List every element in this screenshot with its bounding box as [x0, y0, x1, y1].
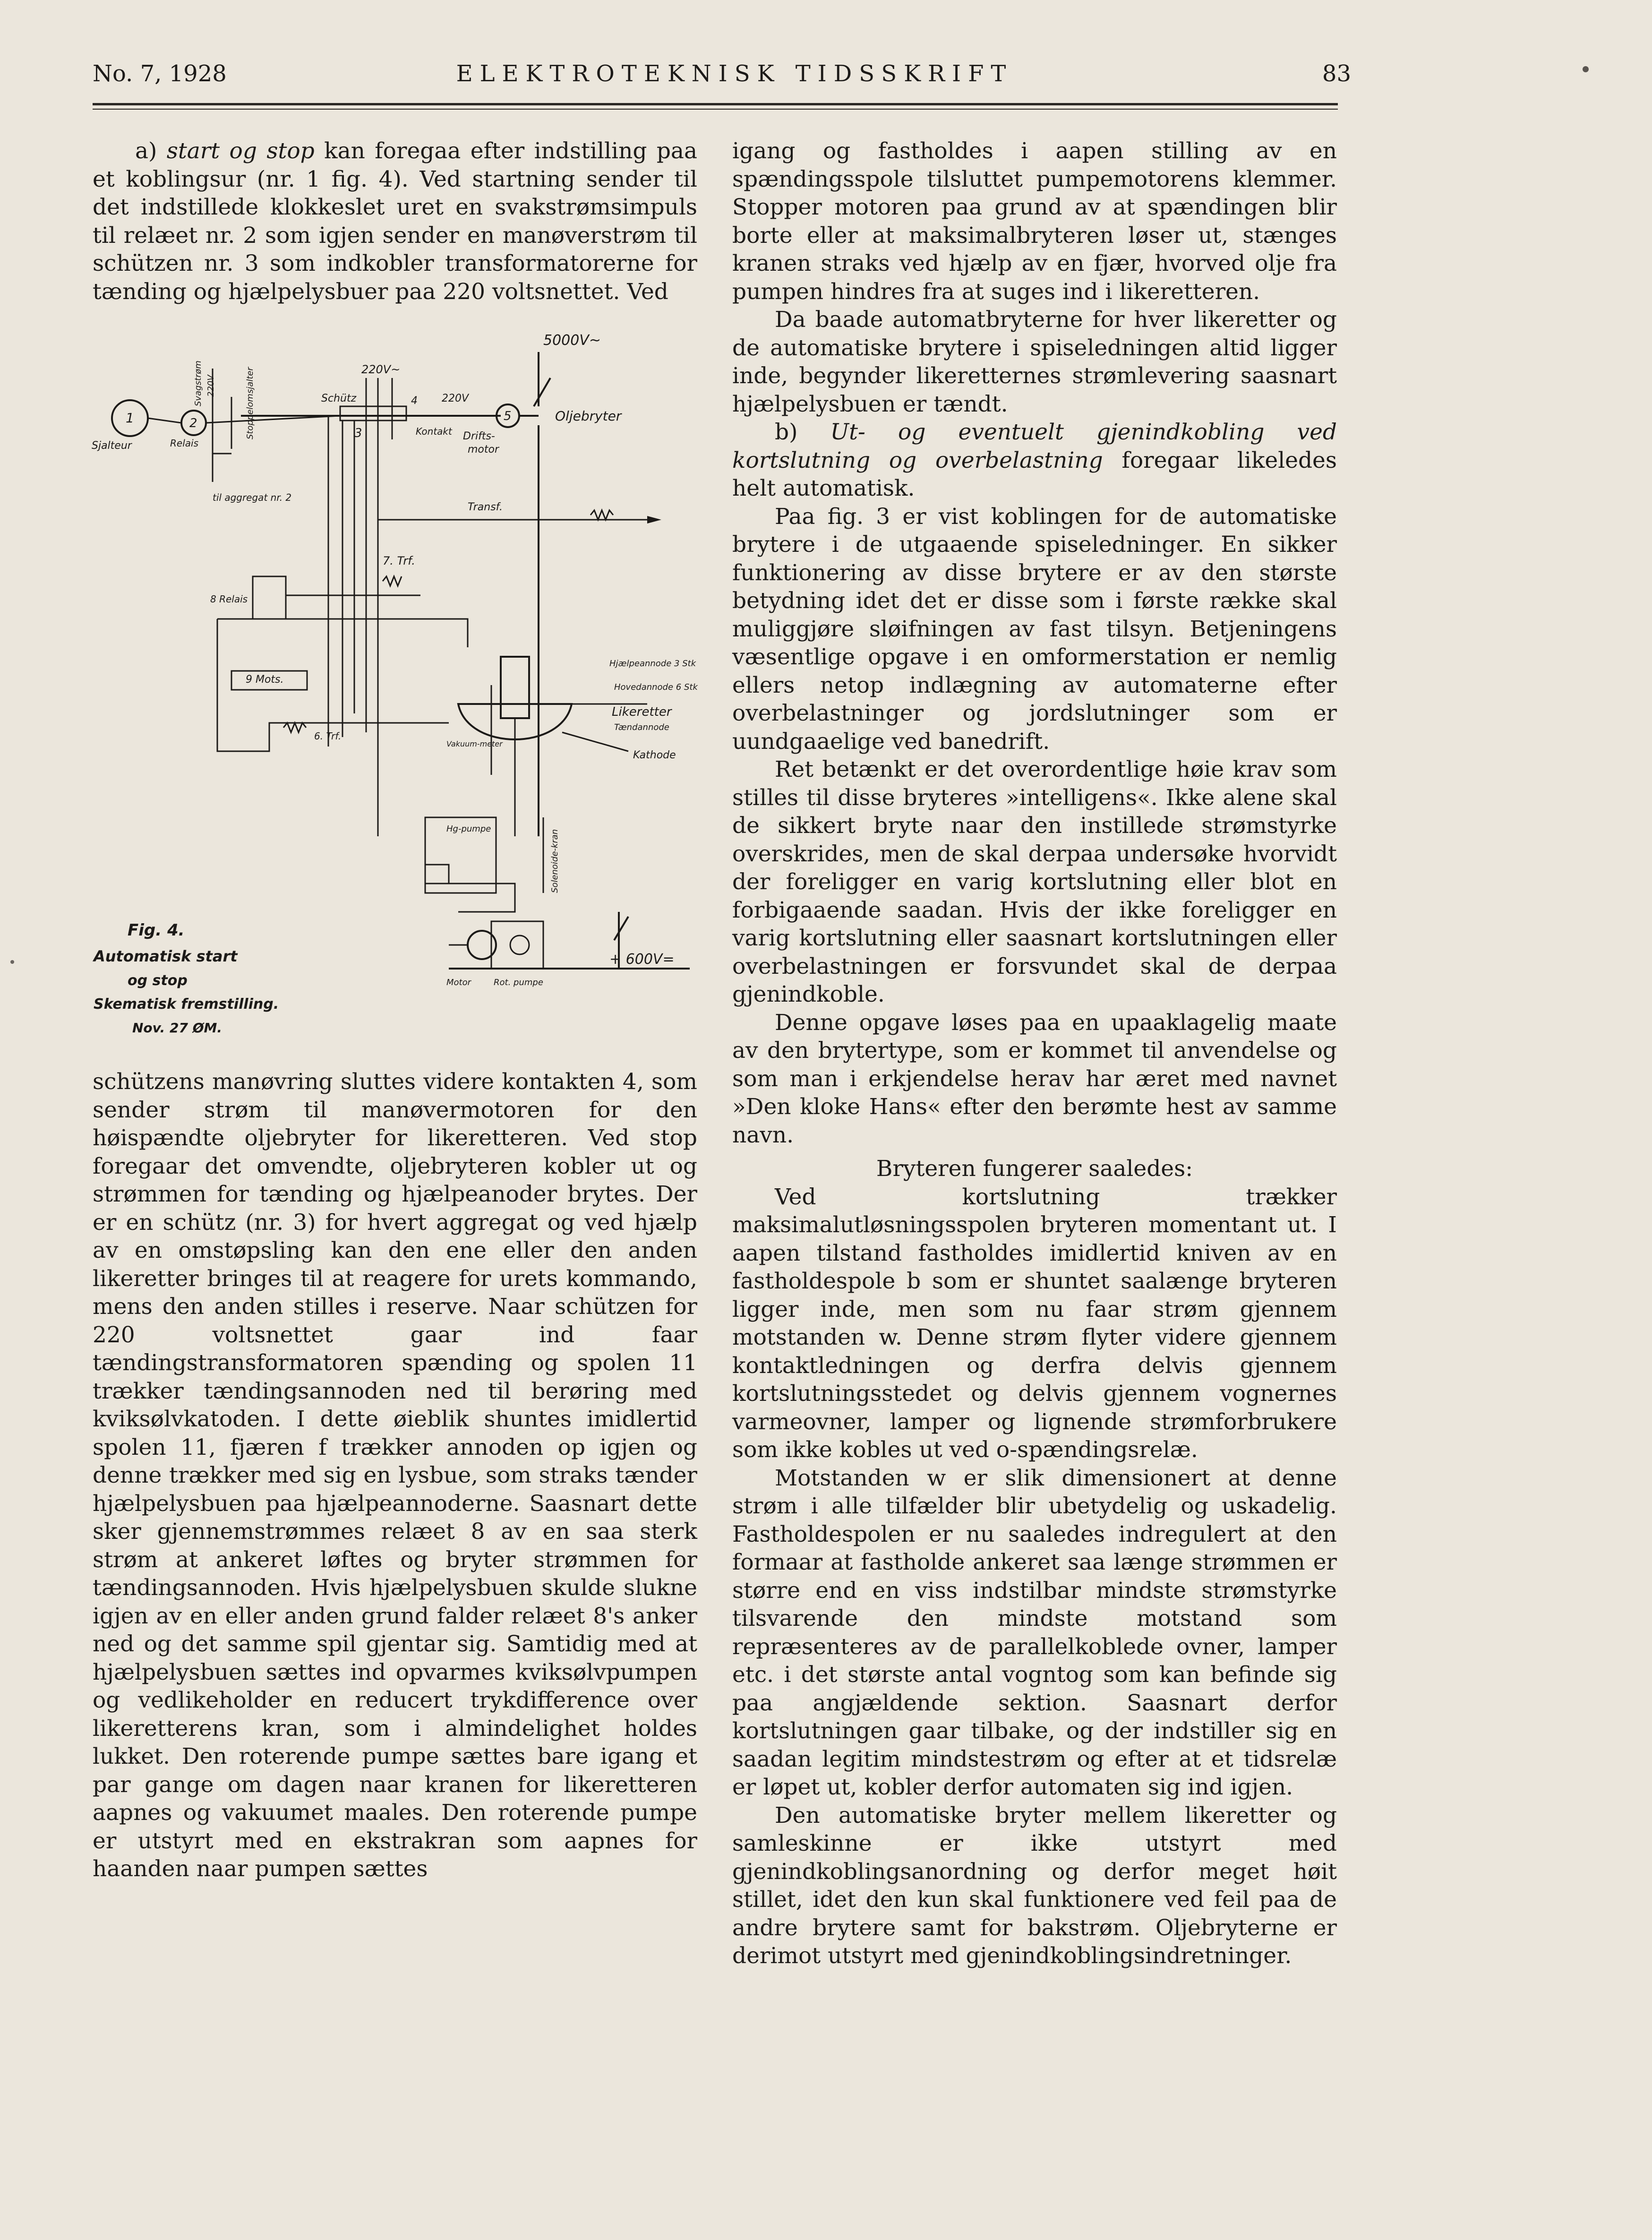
label-220v-b: 220V — [442, 393, 469, 404]
label-relais: Relais — [170, 438, 198, 449]
caption-line-4: Nov. 27 ØM. — [132, 1020, 223, 1036]
dc-switch-blade — [614, 917, 628, 940]
header-rule — [93, 103, 1338, 105]
label-hjaelpeanode: Hjælpeannode 3 Stk — [609, 659, 696, 669]
schutz-coil — [340, 406, 406, 421]
kathode-pointer — [562, 732, 628, 751]
paragraph-b — [732, 418, 1337, 503]
label-motor-b: Motor — [446, 978, 471, 987]
label-7-trf: 7. Trf. — [383, 554, 415, 567]
arrow-head — [647, 516, 661, 524]
label-5: 5 — [504, 409, 512, 423]
right-paragraph-10: Den automatiske bryter mellem likeretter og samleskinne er ikke utstyrt med gjenindkoblingsanordning og derfor meget høit stillet, idet den kun skal funktionere ved feil paa de andre brytere samt for bakstrøm. Oljebryterne er derimot utstyrt med gjenindkoblingsindretninger. — [732, 1802, 1337, 1969]
paragraph-b-rest: foregaar likeledes helt automatisk. — [732, 447, 1337, 501]
label-kathode: Kathode — [633, 749, 676, 761]
label-sjalteur: Sjalteur — [92, 440, 132, 452]
label-kontakt: Kontakt — [416, 426, 452, 437]
transf-coil — [591, 510, 613, 520]
label-5000v: 5000V~ — [543, 332, 601, 349]
journal-title: ELEKTROTEKNISK TIDSSKRIFT — [456, 60, 1013, 87]
pump-heater — [425, 865, 449, 884]
left-column-top — [93, 137, 697, 306]
paragraph-a-italic: start og stop — [166, 138, 315, 164]
label-transf: Transf. — [468, 501, 503, 513]
right-paragraph-8: Ved kortslutning trækker maksimalutløsningsspolen bryteren momentant ut. I aapen tilstand fastholdes imidlertid kniven av en fastholdespole b som er shuntet saalænge bryteren ligger inde, men som nu faar strøm gjennem motstanden w. Denne strøm flyter videre gjennem kontaktledningen og derfra delvis gjennem kortslutningsstedet og delvis gjennem vognernes varmeovner, lamper og lignende strømforbrukere som ikke kobles ut ved o-spændingsrelæ. — [732, 1184, 1337, 1463]
paragraph-a-rest: kan foregaa efter indstilling paa et koblingsur (nr. 1 fig. 4). Ved startning sender til det indstillede klokkeslet uret en svakstrømsimpuls til relæet nr. 2 som igjen sender en manøverstrøm til schützen nr. 3 som indkobler transformatorerne for tænding og hjælpelysbuer paa 220 voltsnettet. Ved — [93, 138, 697, 305]
label-solenoide-kran: Solenoide-kran — [550, 829, 560, 893]
label-3: 3 — [354, 426, 362, 440]
label-8-relais: 8 Relais — [210, 593, 248, 605]
paragraph-b-lead: b) — [775, 419, 830, 445]
label-vakuummeter: Vakuum-meter — [446, 739, 503, 748]
right-column — [732, 137, 1337, 1970]
trf-6-coil — [283, 723, 306, 732]
rot-pump-circle — [510, 935, 529, 954]
label-220v-c: 220V — [206, 375, 216, 397]
oil-breaker-blade — [534, 378, 550, 406]
label-likeretter: Likeretter — [612, 705, 672, 719]
figure-4-circuit-diagram — [90, 326, 699, 1054]
header-rule-thin — [93, 109, 1338, 110]
caption-line-2: og stop — [128, 972, 188, 989]
main-anode — [501, 657, 529, 718]
label-til-aggregat: til aggregat nr. 2 — [213, 492, 292, 503]
label-drifts: Drifts- — [463, 430, 495, 442]
label-600v: + 600V= — [609, 951, 675, 968]
relay-8-coil — [253, 576, 286, 619]
label-taendanode: Tændannode — [614, 722, 669, 732]
right-paragraph-1: igang og fastholdes i aapen stilling av en spændingsspole tilsluttet pumpemotorens klemmer. Stopper motoren paa grund av at spændingen blir borte eller at maksimalbryteren løser ut, stænges kranen straks ved hjælp av en fjær, hvorved olje fra pumpen hindres fra at suges ind i likeretteren. — [732, 138, 1337, 305]
label-rot-pumpe: Rot. pumpe — [494, 978, 543, 987]
left-paragraph-continued: schützens manøvring sluttes videre kontakten 4, som sender strøm til manøvermotoren for den høispændte oljebryter for likeretteren. Ved stop foregaar det omvendte, oljebryteren kobler ut og strømmen for tænding og hjælpeanoder brytes. Der er en schütz (nr. 3) for hvert aggregat og ved hjælp av en omstøpsling kan den ene eller den anden likeretter bringes til at reagere for urets kommando, mens den anden stilles i reserve. Naar schützen for 220 voltsnettet gaar ind faar tændingstransformatoren spænding og spolen 11 trækker tændingsannoden ned til berøring med kviksølvkatoden. I dette øieblik shuntes imidlertid spolen 11, fjæren f trækker annoden op igjen og denne trækker med sig en lysbue, som straks tænder hjælpelysbuen paa hjælpeannoderne. Saasnart dette sker gjennemstrømmes relæet 8 av en saa sterk strøm at ankeret løftes og bryter strømmen for tændingsannoden. Hvis hjælpelysbuen skulde slukne igjen av en eller anden grund falder relæet 8's anker ned og det samme spil gjentar sig. Samtidig med at hjælpelysbuen sættes ind opvarmes kviksølvpumpen og vedlikeholder en reducert trykdifference over likeretterens kran, som i almindelighet holdes lukket. Den roterende pumpe sættes bare igang et par gange om dagen naar kranen for likeretteren aapnes og vakuumet maales. Den roterende pumpe er utstyrt med en ekstrakran som aapnes for haanden naar pumpen sættes — [93, 1069, 697, 1882]
paragraph-b-italic: Ut- og eventuelt gjenindkobling ved kortslutning og overbelastning — [732, 419, 1337, 473]
clock-relay-link — [148, 418, 181, 423]
paragraph-a — [93, 137, 697, 306]
paragraph-a-lead: a) — [135, 138, 167, 164]
caption-fig: Fig. 4. — [128, 921, 185, 940]
right-paragraph-6: Denne opgave løses paa en upaaklagelig maate av den brytertype, som er kommet til anvendelse og som man i erkjendelse herav har æret med navnet »Den kloke Hans« efter den berømte hest av samme navn. — [732, 1009, 1337, 1148]
label-2: 2 — [189, 416, 197, 430]
trf-7-coil — [383, 576, 402, 586]
label-stoppelomsjalter: Stoppelomsjalter — [245, 367, 255, 439]
caption-line-3: Skematisk fremstilling. — [94, 996, 279, 1013]
right-paragraph-2: Da baade automatbryterne for hver likeretter og de automatiske brytere i spiseledningen altid ligger inde, begynder likeretternes strømlevering saasnart hjælpelysbuen er tændt. — [732, 307, 1337, 417]
right-paragraph-5: Ret betænkt er det overordentlige høie krav som stilles til disse bryteres »intelligens«. Ikke alene skal de sikkert bryte naar den instillede strømstyrke overskrides, men de skal derpaa undersøke hvorvidt der foreligger en varig kortslutning eller blot en forbigaaende saadan. Hvis der ikke foreligger en varig kortslutning eller saasnart kortslutningen eller overbelastningen er forsvundet skal de derpaa gjenindkoble. — [732, 756, 1337, 1007]
margin-tick — [10, 960, 14, 964]
caption-line-1: Automatisk start — [94, 947, 238, 965]
label-schutz: Schütz — [321, 393, 357, 404]
label-hg-pumpe: Hg-pumpe — [446, 824, 491, 834]
label-motor-a: motor — [468, 444, 499, 455]
relay-schutz-link — [206, 416, 340, 423]
page-number: 83 — [1322, 60, 1351, 87]
margin-dot — [1583, 66, 1589, 72]
right-subheading: Bryteren fungerer saaledes: — [876, 1156, 1193, 1182]
right-paragraph-9: Motstanden w er slik dimensionert at denne strøm i alle tilfælder blir ubetydelig og uskadelig. Fastholdespolen er nu saaledes indregulert at den formaar at fastholde ankeret saa længe strømmen er større end en viss indstilbar mindste strømstyrke tilsvarende den mindste motstand som repræsenteres av de parallelkoblede ovner, lamper etc. i det største antal vogntog som kan befinde sig paa angjældende sektion. Saasnart derfor kortslutningen gaar tilbake, og der indstiller sig en saadan legitim mindstestrøm og efter at et tidsrelæ er løpet ut, kobler derfor automaten sig ind igjen. — [732, 1465, 1337, 1800]
right-paragraph-4: Paa fig. 3 er vist koblingen for de automatiske brytere i de utgaaende spiseledninger. En sikker funktionering av disse brytere er av den største betydning idet det er disse som i første række skal muliggjøre sløifningen av fast tilsyn. Betjeningens væsentlige opgave i en omformerstation er nemlig ellers netop indlægning av automaterne efter overbelastninger og jordslutninger som er uundgaaelige ved banedrift. — [732, 503, 1337, 755]
label-4: 4 — [411, 395, 418, 407]
rot-pump-box — [491, 921, 543, 969]
label-hovedanode: Hovedannode 6 Stk — [614, 682, 698, 692]
left-column-bottom — [93, 1068, 697, 1883]
label-oljebryter: Oljebryter — [555, 408, 622, 424]
label-svagstrom: Svagstrøm — [193, 360, 203, 406]
pump-pipe — [449, 884, 515, 912]
circuit-svg — [90, 326, 699, 1054]
label-9-mots: 9 Mots. — [246, 674, 284, 686]
label-1: 1 — [126, 410, 134, 426]
label-220v-a: 220V~ — [361, 363, 401, 376]
issue-number: No. 7, 1928 — [93, 60, 227, 87]
label-6-trf: 6. Trf. — [314, 730, 342, 742]
